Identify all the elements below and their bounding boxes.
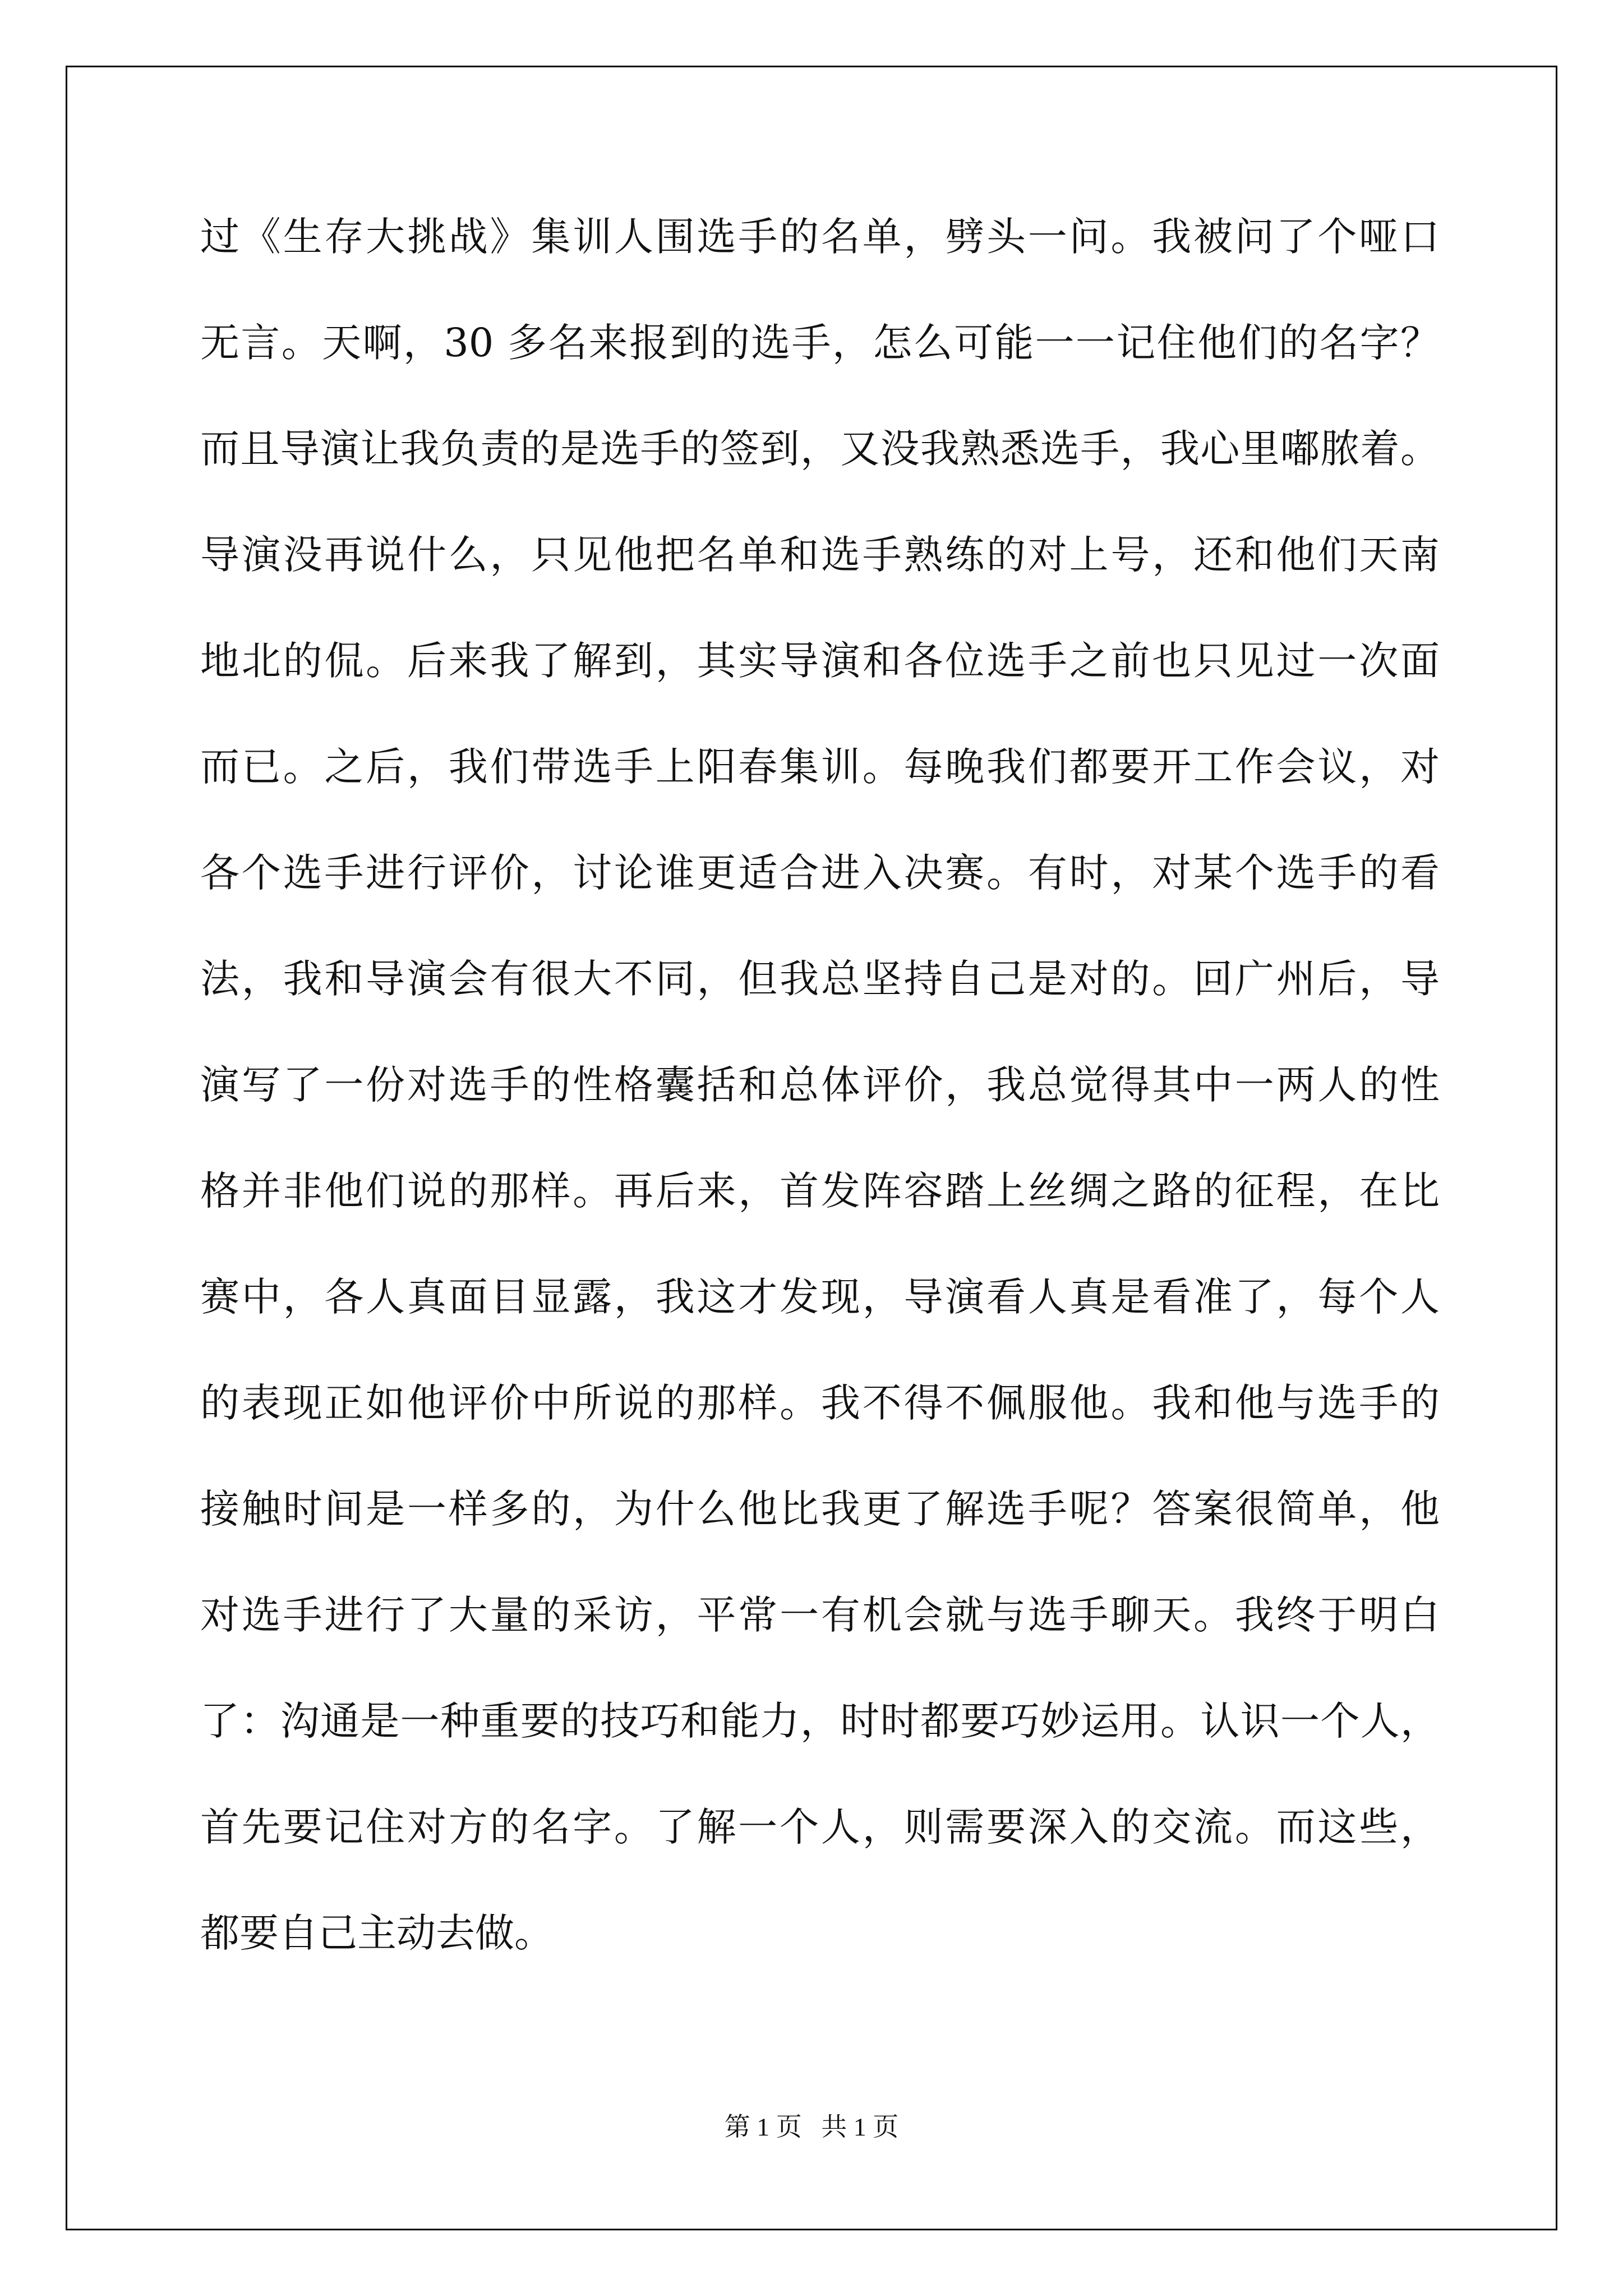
text-line-11: 赛中，各人真面目显露，我这才发现，导演看人真是看准了，每个人 bbox=[200, 1274, 1440, 1320]
text-line-13: 接触时间是一样多的，为什么他比我更了解选手呢？答案很简单，他 bbox=[200, 1486, 1440, 1532]
text-line-15: 了：沟通是一种重要的技巧和能力，时时都要巧妙运用。认识一个人， bbox=[200, 1698, 1440, 1744]
text-line-8: 法，我和导演会有很大不同，但我总坚持自己是对的。回广州后，导 bbox=[200, 956, 1440, 1002]
text-line-6: 而已。之后，我们带选手上阳春集训。每晚我们都要开工作会议，对 bbox=[200, 744, 1440, 790]
text-line-14: 对选手进行了大量的采访，平常一有机会就与选手聊天。我终于明白 bbox=[200, 1592, 1440, 1638]
text-line-5: 地北的侃。后来我了解到，其实导演和各位选手之前也只见过一次面 bbox=[200, 638, 1440, 684]
text-line-16: 首先要记住对方的名字。了解一个人，则需要深入的交流。而这些， bbox=[200, 1804, 1440, 1850]
body-text bbox=[200, 214, 1440, 2019]
text-line-10: 格并非他们说的那样。再后来，首发阵容踏上丝绸之路的征程，在比 bbox=[200, 1168, 1440, 1214]
text-line-9: 演写了一份对选手的性格囊括和总体评价，我总觉得其中一两人的性 bbox=[200, 1062, 1440, 1108]
text-line-4: 导演没再说什么，只见他把名单和选手熟练的对上号，还和他们天南 bbox=[200, 532, 1440, 578]
text-line-2: 无言。天啊，30 多名来报到的选手，怎么可能一一记住他们的名字？ bbox=[200, 320, 1440, 366]
text-line-1: 过《生存大挑战》集训人围选手的名单，劈头一问。我被问了个哑口 bbox=[200, 214, 1440, 260]
text-line-17: 都要自己主动去做。 bbox=[200, 1910, 554, 1956]
text-line-3: 而且导演让我负责的是选手的签到，又没我熟悉选手，我心里嘟脓着。 bbox=[200, 426, 1440, 472]
text-line-12: 的表现正如他评价中所说的那样。我不得不佩服他。我和他与选手的 bbox=[200, 1380, 1440, 1426]
text-line-7: 各个选手进行评价，讨论谁更适合进入决赛。有时，对某个选手的看 bbox=[200, 850, 1440, 896]
page-number-footer: 第 1 页 共 1 页 bbox=[724, 2113, 899, 2141]
